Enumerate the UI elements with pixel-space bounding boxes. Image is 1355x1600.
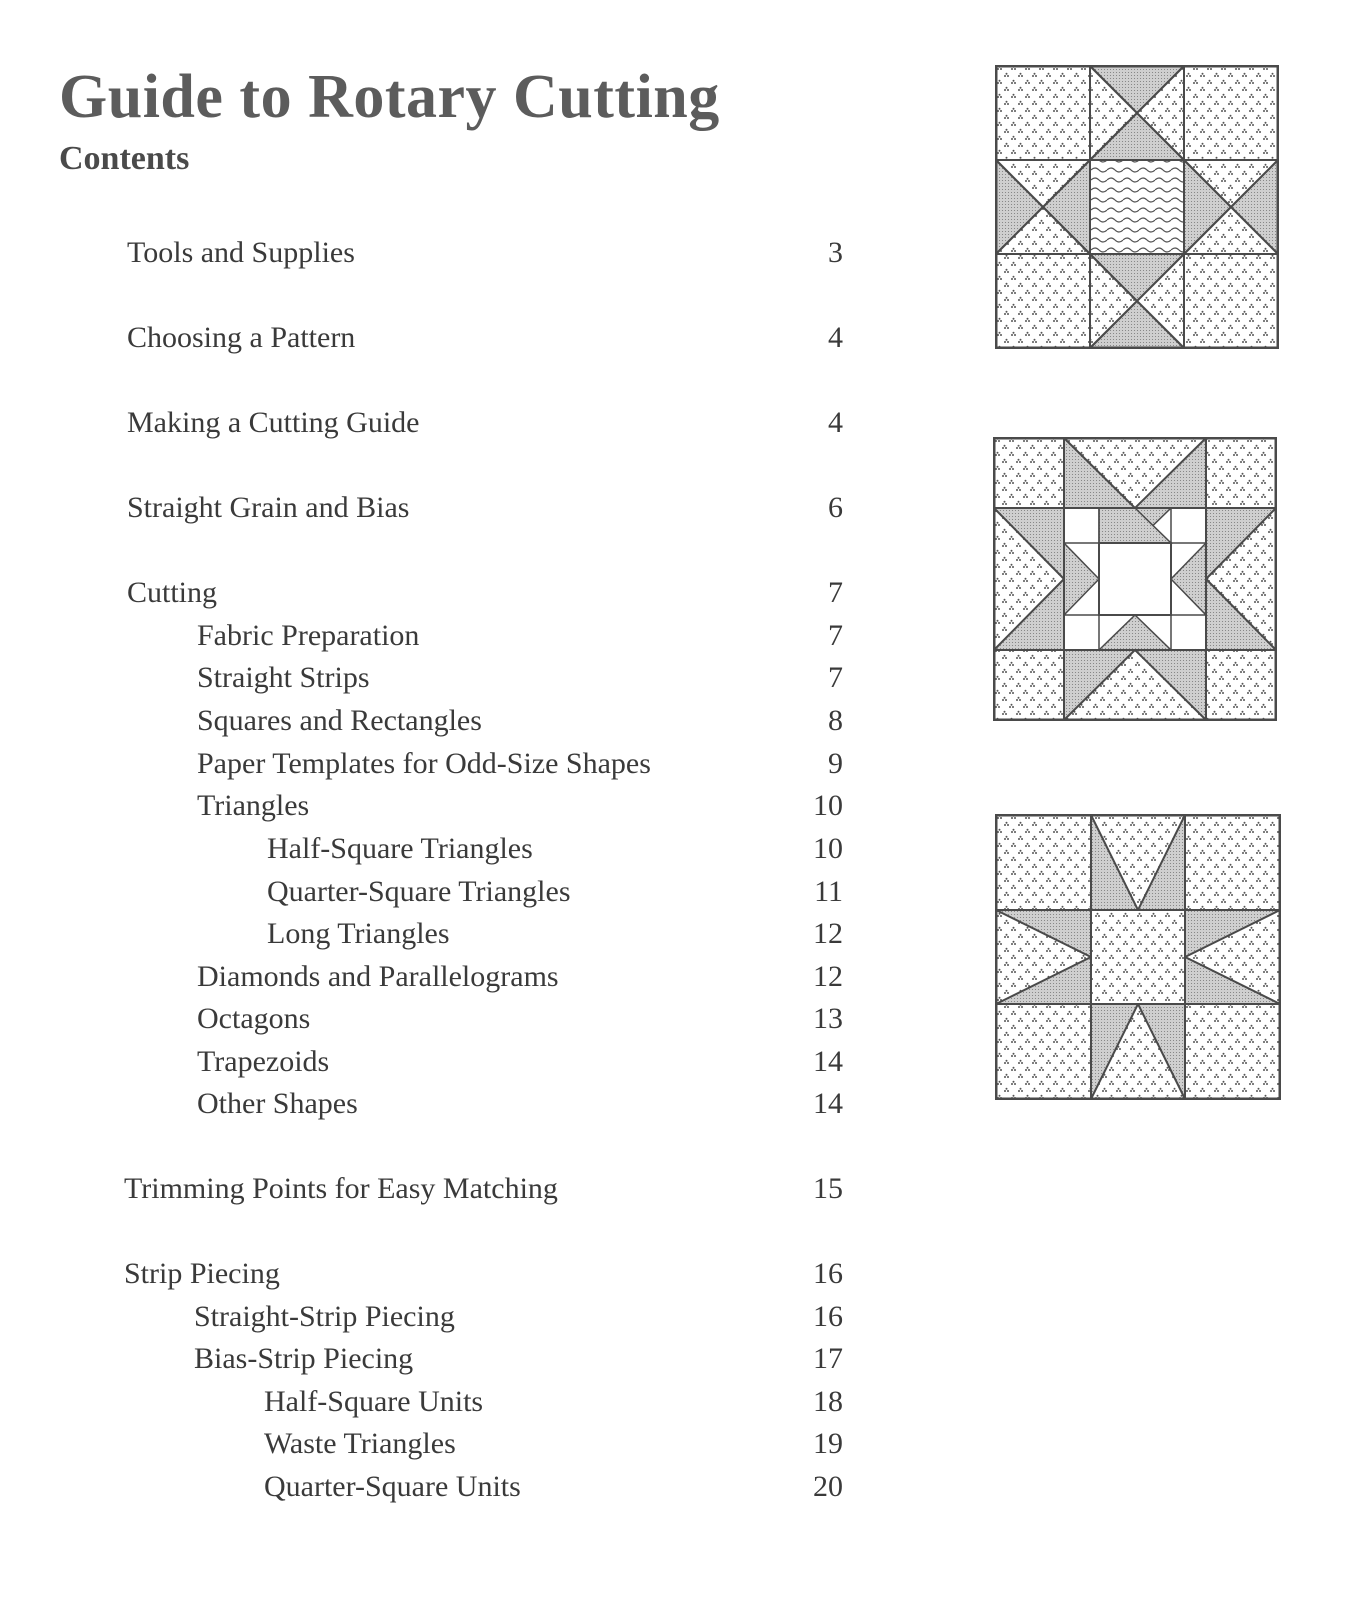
toc-entry-title: Cutting (127, 576, 218, 609)
toc-entry (197, 957, 843, 997)
toc-entry-title: Straight Grain and Bias (127, 491, 410, 524)
toc-entry-page: 14 (813, 1087, 843, 1120)
toc-entry (197, 701, 843, 741)
toc-entry-title: Bias-Strip Piecing (194, 1342, 414, 1375)
toc-entry-title: Fabric Preparation (197, 619, 420, 652)
toc-entry-page: 17 (813, 1342, 843, 1375)
toc-entry (197, 744, 843, 784)
toc-entry (124, 1254, 843, 1294)
toc-entry (197, 616, 843, 656)
toc-entry-title: Other Shapes (197, 1087, 358, 1120)
toc-entry (267, 829, 843, 869)
toc-entry-title: Straight Strips (197, 661, 370, 694)
toc-entry-title: Half-Square Triangles (267, 832, 533, 865)
toc-entry-page: 7 (828, 661, 843, 694)
toc-entry-title: Waste Triangles (264, 1427, 456, 1460)
toc-entry (264, 1467, 843, 1507)
toc-entry (124, 1169, 843, 1209)
page-title: Guide to Rotary Cutting (59, 63, 720, 131)
toc-entry-title: Tools and Supplies (127, 236, 355, 269)
toc-entry-title: Diamonds and Parallelograms (197, 960, 559, 993)
toc-entry-page: 11 (814, 875, 843, 908)
toc-entry-page: 15 (813, 1172, 843, 1205)
toc-entry-page: 13 (813, 1002, 843, 1035)
toc-entry (264, 1382, 843, 1422)
toc-entry-page: 12 (813, 917, 843, 950)
toc-entry-title: Squares and Rectangles (197, 704, 482, 737)
toc-entry (197, 999, 843, 1039)
toc-entry-page: 20 (813, 1470, 843, 1503)
toc-entry-page: 14 (813, 1045, 843, 1078)
toc-entry-title: Straight-Strip Piecing (194, 1300, 455, 1333)
toc-entry (267, 914, 843, 954)
toc-entry (197, 1042, 843, 1082)
toc-entry-title: Making a Cutting Guide (127, 406, 420, 439)
toc-entry (197, 1084, 843, 1124)
toc-entry-page: 12 (813, 960, 843, 993)
toc-entry-title: Choosing a Pattern (127, 321, 356, 354)
toc-entry-page: 16 (813, 1300, 843, 1333)
toc-entry (264, 1424, 843, 1464)
toc-entry-page: 19 (813, 1427, 843, 1460)
toc-entry-page: 6 (828, 491, 843, 524)
toc-entry-title: Trimming Points for Easy Matching (124, 1172, 558, 1205)
toc-entry-title: Strip Piecing (124, 1257, 280, 1290)
toc-entry-title: Octagons (197, 1002, 311, 1035)
toc-entry (127, 318, 843, 358)
toc-entry-page: 10 (813, 789, 843, 822)
quilt-block-illustrations (990, 60, 1290, 1130)
toc-entry-page: 3 (828, 236, 843, 269)
toc-entry-title: Quarter-Square Triangles (267, 875, 571, 908)
toc-entry-page: 8 (828, 704, 843, 737)
quilt-block-star-with-center-square-icon (993, 437, 1277, 721)
toc-entry-page: 16 (813, 1257, 843, 1290)
toc-entry (194, 1339, 843, 1379)
quilt-block-ohio-star-icon (995, 65, 1279, 349)
toc-entry (197, 786, 843, 826)
toc-entry-page: 4 (828, 321, 843, 354)
contents-subtitle: Contents (59, 140, 190, 177)
toc-entry (267, 872, 843, 912)
toc-entry (127, 488, 843, 528)
toc-entry (127, 233, 843, 273)
toc-entry-title: Trapezoids (197, 1045, 330, 1078)
toc-entry (194, 1297, 843, 1337)
toc-entry-title: Triangles (197, 789, 310, 822)
toc-entry-page: 10 (813, 832, 843, 865)
quilt-block-eight-point-star-icon (995, 814, 1281, 1100)
toc-entry (197, 658, 843, 698)
toc-entry-title: Quarter-Square Units (264, 1470, 521, 1503)
toc-entry-page: 18 (813, 1385, 843, 1418)
toc-entry-page: 7 (828, 619, 843, 652)
toc-entry (127, 573, 843, 613)
toc-entry-title: Half-Square Units (264, 1385, 484, 1418)
toc-entry-page: 9 (828, 747, 843, 780)
toc-entry-title: Paper Templates for Odd-Size Shapes (197, 747, 651, 780)
toc-entry-page: 4 (828, 406, 843, 439)
toc-entry-title: Long Triangles (267, 917, 450, 950)
toc-entry (127, 403, 843, 443)
toc-entry-page: 7 (828, 576, 843, 609)
